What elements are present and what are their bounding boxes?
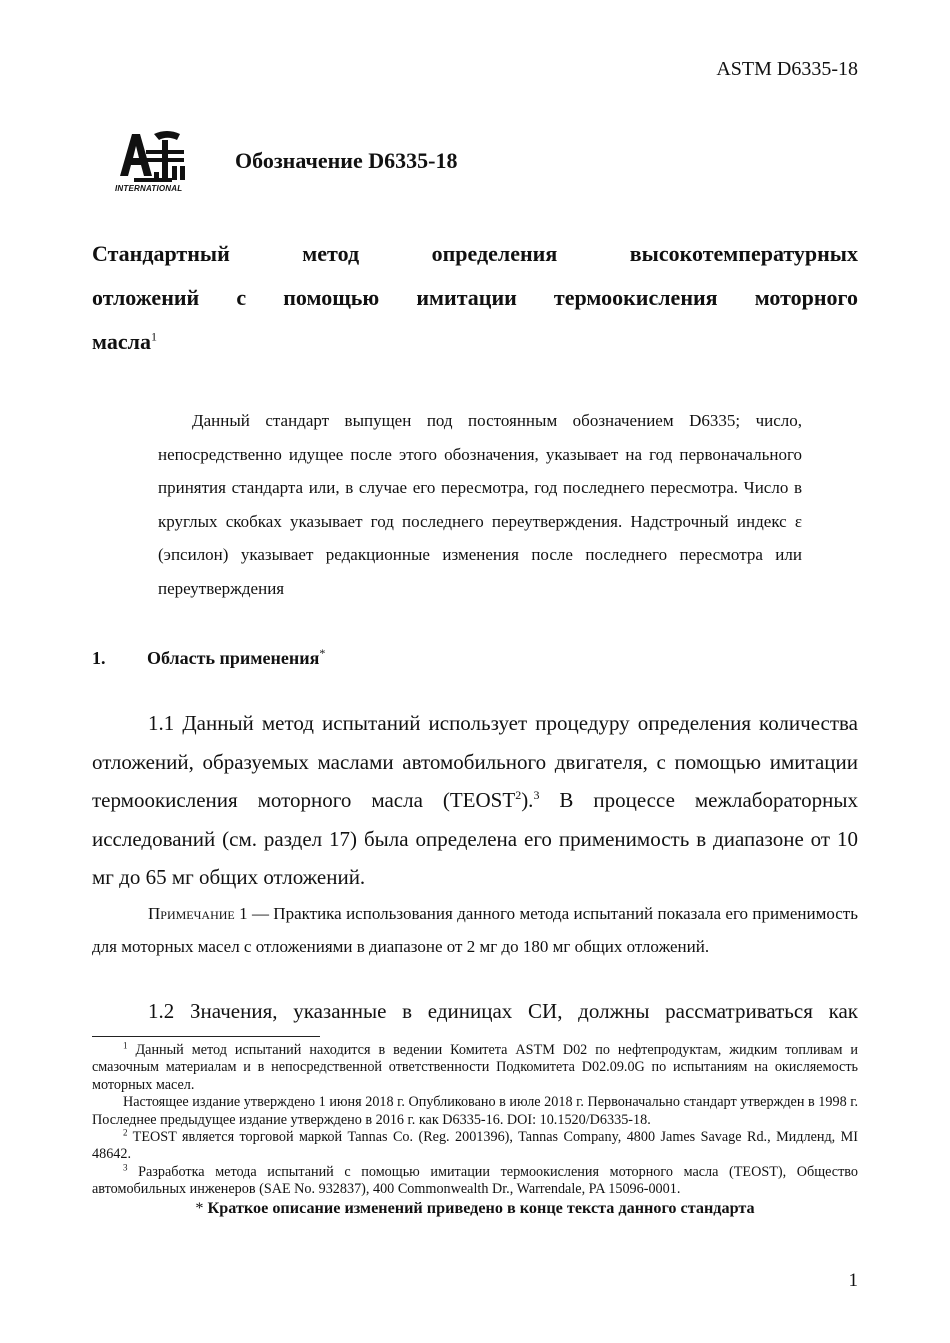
footnote-2 <box>92 1129 858 1164</box>
title-footnote-ref: 1 <box>150 329 157 344</box>
para-1-1-sup-b: 3 <box>533 788 540 802</box>
para-1-1-sup-a: 2 <box>515 788 522 802</box>
page-number: 1 <box>848 1270 858 1291</box>
footnote-3-number: 3 <box>123 1162 128 1173</box>
title-line-3 <box>92 320 858 364</box>
title-line-2: отложений с помощью имитации термоокисления моторного <box>92 285 858 310</box>
para-1-1-text-after: В процессе межлабораторных исследований (см. раздел 17) была определена его применимость в диапазоне от 10 мг до 65 мг общих отложений. <box>92 788 858 889</box>
section-number: 1. <box>92 648 106 668</box>
footnote-1 <box>92 1042 858 1094</box>
section-marker: * <box>319 646 326 660</box>
note-label: Примечание 1 <box>148 904 248 923</box>
footnote-1-edition: Настоящее издание утверждено 1 июня 2018 г. Опубликовано в июле 2018 г. Первоначально стандарт утвержден в 1998 г. Последнее предыдущее издание утверждено в 2016 г. как D6335-16. DOI: 10.1520/D6335-18. <box>92 1094 858 1128</box>
footnotes <box>92 1042 858 1217</box>
footnote-1-number: 1 <box>123 1040 128 1051</box>
footnote-2-text: TEOST является торговой маркой Tannas Co. (Reg. 2001396), Tannas Company, 4800 James Savage Rd., Мидленд, MI 48642. <box>92 1129 858 1163</box>
para-1-1-text-mid: ). <box>521 788 534 812</box>
note-1 <box>92 898 858 963</box>
header-standard-code: ASTM D6335-18 <box>716 58 858 80</box>
summary-marker: * <box>195 1198 208 1217</box>
title-line-3-text: масла <box>92 329 151 354</box>
title-line-1: Стандартный метод определения высокотемпературных <box>92 241 858 266</box>
note-text: — Практика использования данного метода испытаний показала его применимость для моторных масел с отложениями в диапазоне от 2 мг до 180 мг общих отложений. <box>92 904 858 956</box>
section-title: Область применения <box>147 648 320 668</box>
intro-paragraph: Данный стандарт выпущен под постоянным обозначением D6335; число, непосредственно идущее после этого обозначения, указывает на год первоначального принятия стандарта или, в случае его пересмотра, год последнего пересмотра. Число в круглых скобках указывает год последнего переутверждения. Надстрочный индекс ε (эпсилон) указывает редакционные изменения после последнего пересмотра или переутверждения <box>158 411 802 598</box>
paragraph-1-1 <box>92 704 858 897</box>
document-title <box>92 232 858 364</box>
summary-text: Краткое описание изменений приведено в конце текста данного стандарта <box>207 1198 755 1217</box>
changes-summary-note <box>92 1200 858 1217</box>
footnote-3-text: Разработка метода испытаний с помощью имитации термоокисления моторного масла (TEOST), Общество автомобильных инженеров (SAE No. 932837), 400 Commonwealth Dr., Warrendale, PA 15096-0001. <box>92 1163 858 1198</box>
para-1-1-text-before: 1.1 Данный метод испытаний использует процедуру определения количества отложений, образуемых маслами автомобильного двигателя, с помощью имитации термоокисления моторного масла (TEOST <box>92 711 858 812</box>
footnote-divider <box>92 1036 320 1037</box>
designation-heading: Обозначение D6335-18 <box>235 148 458 173</box>
section-1-heading <box>92 648 325 669</box>
footnote-3 <box>92 1164 858 1199</box>
footnote-1-text: Данный метод испытаний находится в ведении Комитета ASTM D02 по нефтепродуктам, жидким топливам и смазочным материалам и в непосредственной ответственности Подкомитета D02.09.0G по испытаниям на окисляемость моторных масел. <box>92 1042 858 1093</box>
logo-caption: INTERNATIONAL <box>115 184 183 193</box>
paragraph-1-2: 1.2 Значения, указанные в единицах СИ, должны рассматриваться как <box>148 999 858 1023</box>
footnote-2-number: 2 <box>123 1127 128 1138</box>
